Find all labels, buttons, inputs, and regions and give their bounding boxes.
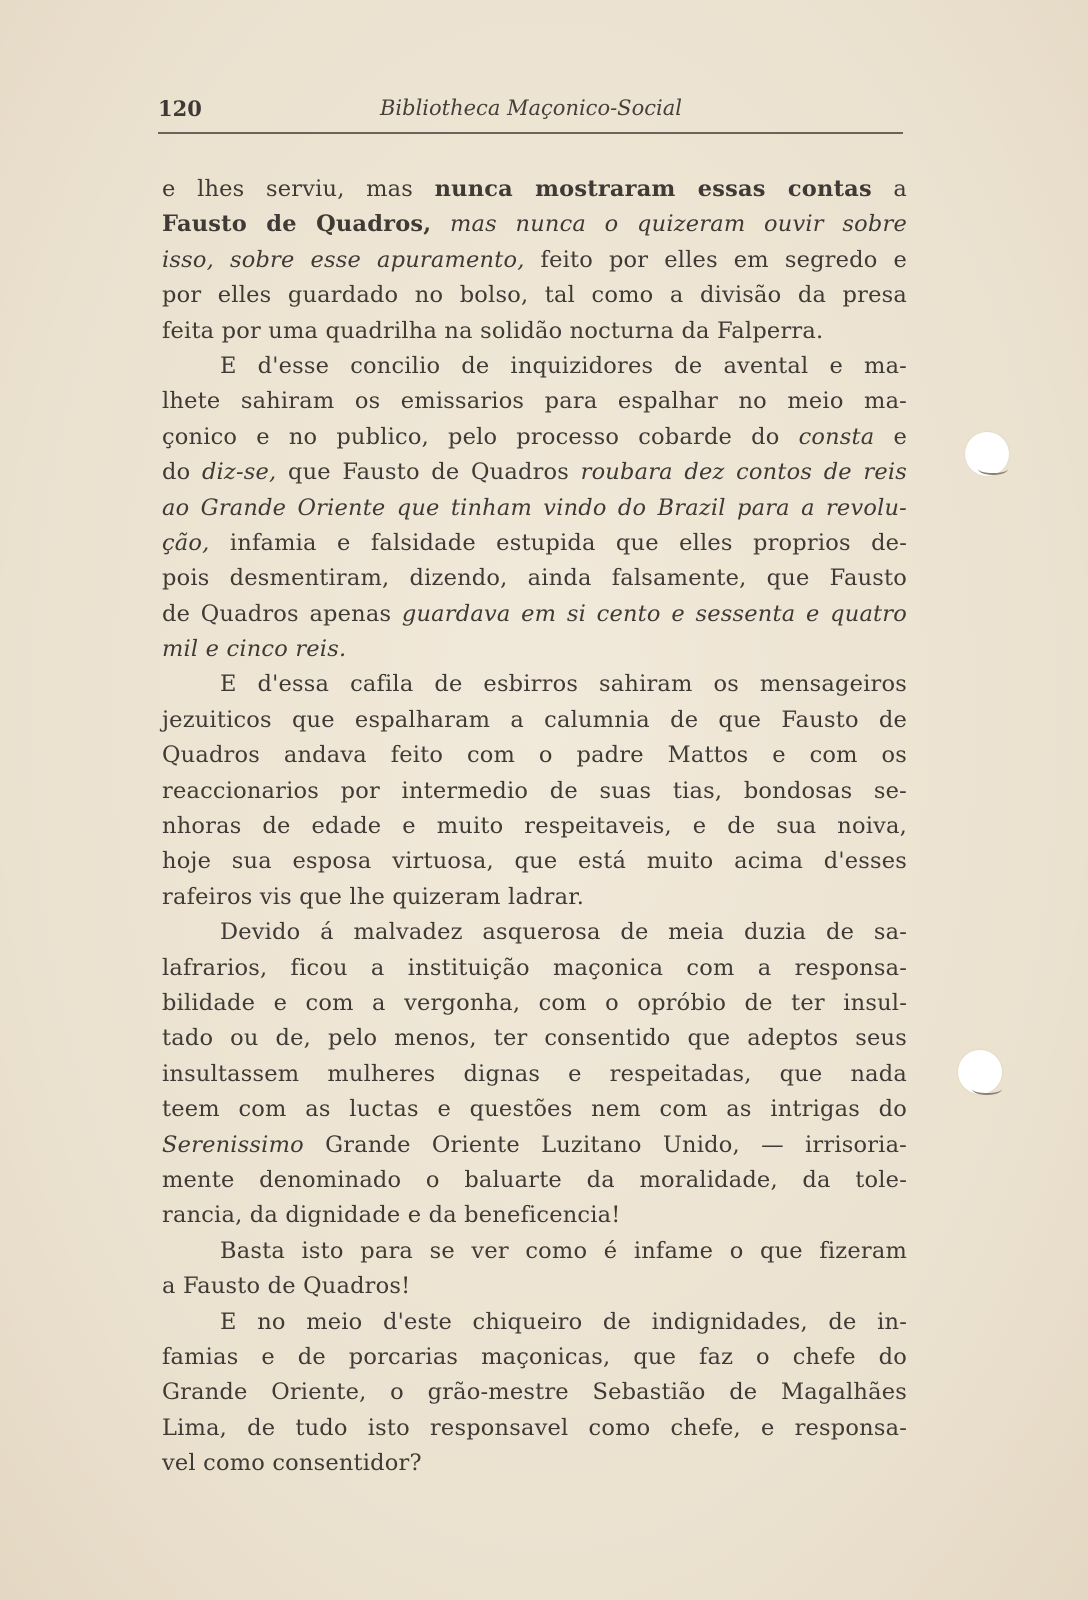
text-run: e lhes serviu, mas xyxy=(162,176,435,202)
text-run-bold: nunca mostraram essas contas xyxy=(434,176,872,202)
text-line: mente denominado o baluarte da moralidade, da tole- xyxy=(162,1166,907,1193)
text-line xyxy=(162,207,907,242)
text-line: E d'essa cafila de esbirros sahiram os mensageiros xyxy=(220,671,907,698)
text-line: pois desmentiram, dizendo, ainda falsamente, que Fausto xyxy=(162,565,907,592)
text-run: que Fausto de Quadros xyxy=(276,459,581,486)
text-line: jezuiticos que espalharam a calumnia de que Fausto de xyxy=(162,706,907,733)
text-line: Basta isto para se ver como é infame o que fizeram xyxy=(220,1237,907,1264)
text-run: feito por elles em segredo e xyxy=(524,246,907,273)
punch-hole-shadow xyxy=(972,1083,1002,1095)
text-run-italic: Serenissimo xyxy=(162,1131,304,1158)
text-line: hoje sua esposa virtuosa, que está muito acima d'esses xyxy=(162,848,907,875)
text-run-italic: ção, xyxy=(162,529,210,556)
text-run: do xyxy=(162,459,202,486)
text-line xyxy=(162,172,907,207)
text-line: Lima, de tudo isto responsavel como chefe, e responsa- xyxy=(162,1414,907,1441)
running-title: Bibliotheca Maçonico-Social xyxy=(380,96,682,120)
text-line: nhoras de edade e muito respeitaveis, e de sua noiva, xyxy=(162,813,907,840)
page-header xyxy=(158,96,903,136)
text-line: ao Grande Oriente que tinham vindo do Brazil para a revolu- xyxy=(162,494,907,521)
text-line: rancia, da dignidade e da beneficencia! xyxy=(162,1202,621,1229)
text-line xyxy=(162,1128,907,1163)
text-line xyxy=(162,420,907,455)
text-line: Devido á malvadez asquerosa de meia duzia de sa- xyxy=(220,919,907,946)
text-run: a xyxy=(871,176,907,202)
text-run-italic: consta xyxy=(798,423,875,450)
text-line: bilidade e com a vergonha, com o opróbio de ter insul- xyxy=(162,989,907,1016)
text-run: infamia e falsidade estupida que elles proprios de- xyxy=(209,529,907,556)
text-run-italic: guardava em si cento e sessenta e quatro xyxy=(401,600,907,627)
text-run-italic: diz-se, xyxy=(201,459,277,486)
text-line xyxy=(162,597,907,632)
text-line: teem com as luctas e questões nem com as intrigas do xyxy=(162,1096,907,1123)
text-run: çonico e no publico, pelo processo cobarde do xyxy=(162,423,799,450)
text-line: E no meio d'este chiqueiro de indignidades, de in- xyxy=(220,1308,907,1335)
header-rule xyxy=(158,132,903,134)
punch-hole-shadow xyxy=(978,463,1008,475)
text-line: reaccionarios por intermedio de suas tias, bondosas se- xyxy=(162,777,907,804)
text-run: Grande Oriente Luzitano Unido, — irrisoria- xyxy=(303,1131,907,1158)
page-number: 120 xyxy=(158,96,202,121)
text-line: vel como consentidor? xyxy=(162,1450,422,1477)
text-line: a Fausto de Quadros! xyxy=(162,1273,411,1300)
text-line xyxy=(162,526,907,561)
text-line: E d'esse concilio de inquizidores de avental e ma- xyxy=(220,352,907,379)
text-run: de Quadros apenas xyxy=(162,600,402,627)
text-run: e xyxy=(874,423,907,450)
text-line: por elles guardado no bolso, tal como a divisão da presa xyxy=(162,282,907,309)
body-text xyxy=(162,172,907,1481)
text-line: lafrarios, ficou a instituição maçonica com a responsa- xyxy=(162,954,907,981)
text-run-italic: isso, sobre esse apuramento, xyxy=(162,246,525,273)
text-line xyxy=(162,455,907,490)
text-line: rafeiros vis que lhe quizeram ladrar. xyxy=(162,883,585,910)
text-line: Quadros andava feito com o padre Mattos e com os xyxy=(162,742,907,769)
text-run-italic: mas nunca o quizeram ouvir sobre xyxy=(431,211,907,238)
text-line: Grande Oriente, o grão-mestre Sebastião de Magalhães xyxy=(162,1379,907,1406)
text-line: feita por uma quadrilha na solidão nocturna da Falperra. xyxy=(162,317,824,344)
text-line: insultassem mulheres dignas e respeitadas, que nada xyxy=(162,1060,907,1087)
text-line: mil e cinco reis. xyxy=(162,636,347,663)
text-run-bold: Fausto de Quadros, xyxy=(162,211,432,238)
text-line: tado ou de, pelo menos, ter consentido que adeptos seus xyxy=(162,1025,907,1052)
text-line: lhete sahiram os emissarios para espalhar no meio ma- xyxy=(162,388,907,415)
text-run-italic: roubara dez contos de reis xyxy=(580,459,908,486)
text-line: famias e de porcarias maçonicas, que faz o chefe do xyxy=(162,1343,907,1370)
text-line xyxy=(162,243,907,278)
